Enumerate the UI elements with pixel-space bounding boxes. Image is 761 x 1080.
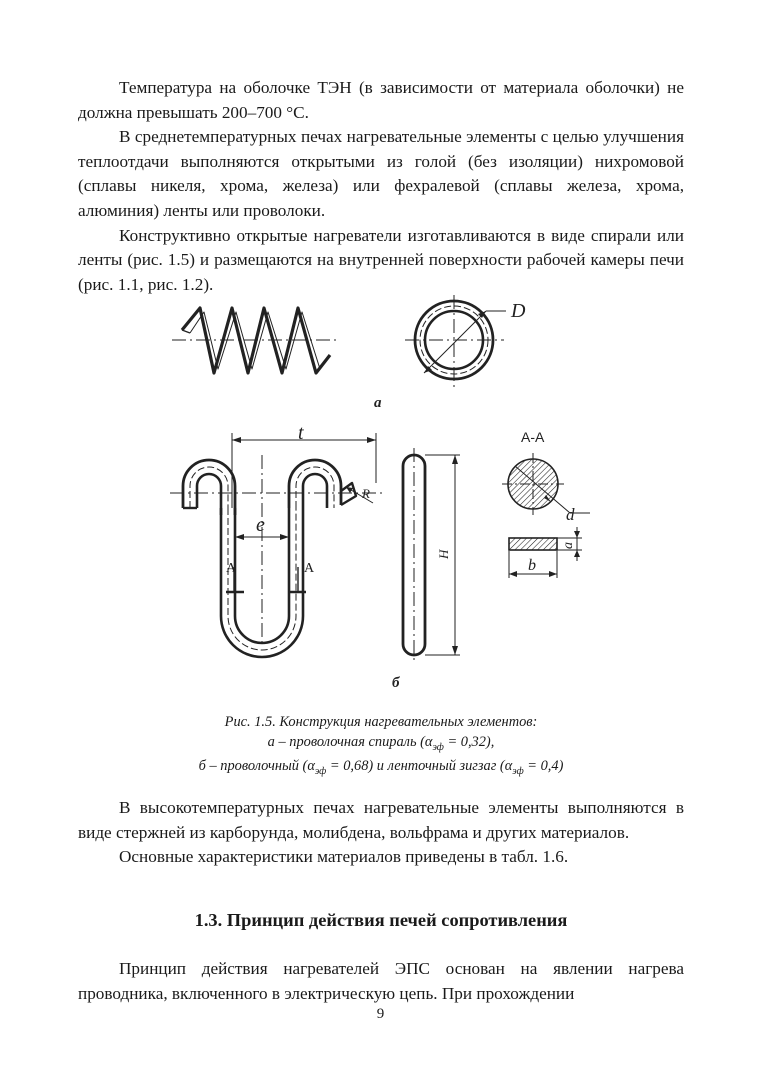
dimension-label-d-wire: d [566,505,575,524]
principle-text [78,957,684,1006]
dimension-label-d-spiral: D [511,300,526,322]
section-mark-left: А [226,561,237,576]
wire-spiral-drawing [172,308,340,373]
dimension-label-b: b [528,557,536,574]
section-title-aa: А-А [521,429,545,445]
wire-cross-section-aa [502,453,590,515]
ribbon-zigzag-side-view [403,448,460,663]
figure-drawing [0,295,761,715]
section-mark-right: А [304,561,315,576]
part-label-b: б [392,675,400,691]
page-number: 9 [376,1006,385,1022]
paragraph: Принцип действия нагревателей ЭПС основан на явлении нагрева проводника, включенного в электрическую цепь. При прохождении [78,959,684,1003]
paragraph: Конструктивно открытые нагреватели изготавливаются в виде спирали или ленты (рис. 1.5) и размещаются на внутренней поверхности рабочей камеры печи (рис. 1.1, рис. 1.2). [78,225,684,294]
caption-line: б – проволочный $(\alpha_{эф} = 0,68)$ и ленточный зигзаг $(\alpha_{эф} = 0,4)$ [198,757,564,777]
figure-caption [78,713,684,781]
caption-title: Рис. 1.5. Конструкция нагревательных элементов: [224,714,538,730]
dimension-label-a: a [561,542,576,549]
intro-text [78,76,684,297]
paragraph: В высокотемпературных печах нагревательные элементы выполняются в виде стержней из карборунда, молибдена, вольфрама и других материалов. [78,798,684,842]
figure-heating-elements [0,295,761,715]
section-heading: 1.3. Принцип действия печей сопротивления [194,910,568,930]
paragraph: В среднетемпературных печах нагревательные элементы с целью улучшения теплоотдачи выполняются открытыми из голой (без изоляции) нихромовой (сплавы никеля, хрома, железа) или фехралевой (сплавы железа, хрома, алюминия) ленты или проволоки. [78,127,684,220]
dimension-label-h: H [436,549,451,559]
caption-line: а – проволочная спираль $(\alpha_{эф} = 0,32)$, [267,733,495,753]
materials-text [78,796,684,870]
dimension-label-e: e [256,514,265,536]
dimension-label-r: R [362,486,370,501]
part-label-a: а [374,395,382,411]
paragraph: Основные характеристики материалов приведены в табл. 1.6. [119,847,569,867]
wire-zigzag-drawing [170,433,385,657]
spiral-cross-section [405,295,506,388]
paragraph: Температура на оболочке ТЭН (в зависимости от материала оболочки) не должна превышать 200–700 °С. [78,78,684,122]
dimension-label-t: t [298,422,304,444]
ribbon-cross-section-aa [509,527,582,578]
